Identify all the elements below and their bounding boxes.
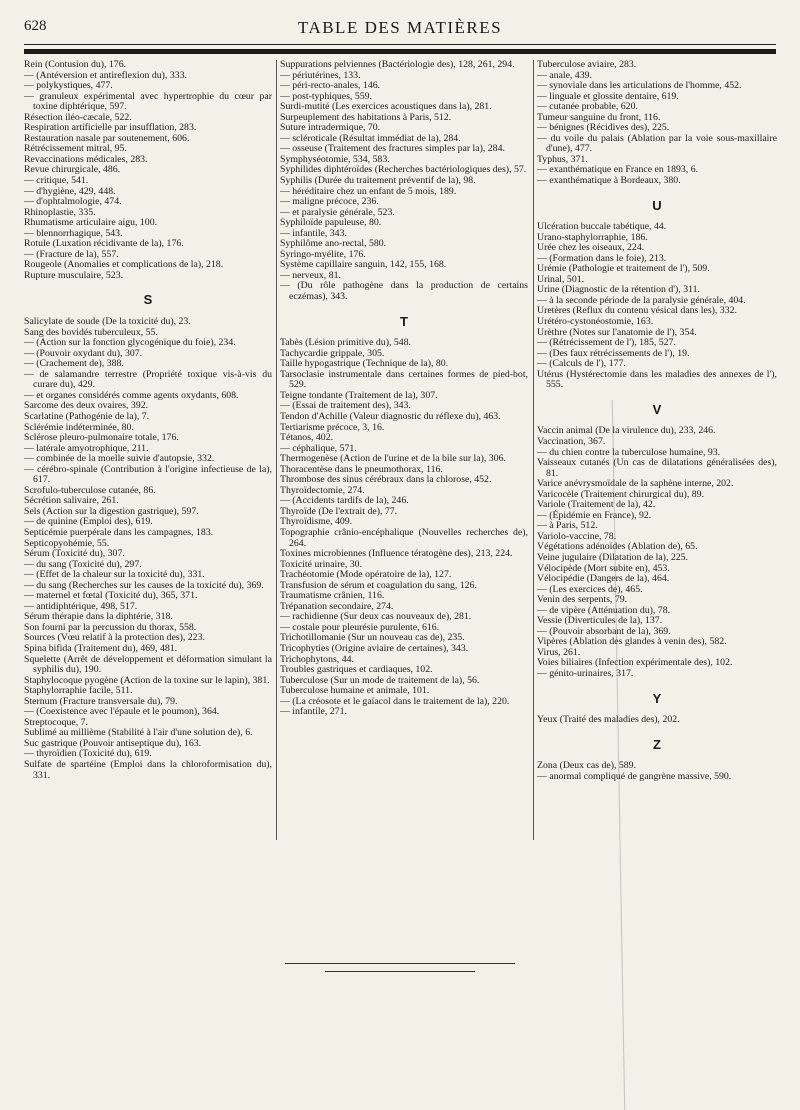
page-number: 628 xyxy=(24,18,47,34)
index-entry: — critique, 541. xyxy=(24,175,89,187)
index-entry: — exanthématique à Bordeaux, 380. xyxy=(537,175,681,187)
index-entry: Urée chez les oiseaux, 224. xyxy=(537,242,645,254)
index-entry: Surpeuplement des habitations à Paris, 512. xyxy=(280,111,452,123)
index-entry: Tarsoclasie instrumentale dans certaines formes de pied-bot, 529. xyxy=(280,368,528,391)
index-entry: — (Des faux rétrécissements de l'), 19. xyxy=(537,347,690,359)
index-entry: Sulfate de spartéine (Emploi dans la chloroformisation du), 331. xyxy=(24,759,272,781)
index-entry: — (Coexistence avec l'épaule et le poumon), 364. xyxy=(24,706,220,718)
index-entry: Urémie (Pathologie et traitement de l'), 509. xyxy=(537,263,710,275)
index-entry: — combinée de la moelle suivie d'autopsie, 332. xyxy=(24,453,215,465)
index-entry: Variolo-vaccine, 78. xyxy=(537,530,617,542)
index-entry: — maternel et fœtal (Toxicité du), 365, 371. xyxy=(24,590,198,602)
index-entry: — (Fracture de la), 557. xyxy=(24,248,119,260)
index-entry: Zona (Deux cas de), 589. xyxy=(537,760,637,772)
index-entry: Syphilis (Durée du traitement préventif de la), 98. xyxy=(280,175,476,187)
index-entry: Vélocipède (Mort subite en), 453. xyxy=(537,562,670,574)
index-entry: — nerveux, 81. xyxy=(280,269,341,281)
index-entry: Tuberculose (Sur un mode de traitement de la), 56. xyxy=(280,674,480,686)
index-entry: Tachycardie grippale, 305. xyxy=(280,347,385,359)
index-entry: — (Les exercices de), 465. xyxy=(537,583,643,595)
index-entry: — de vipère (Atténuation du), 78. xyxy=(537,604,671,616)
index-entry: — granuleux expérimental avec hypertrophie du cœur par toxine diphtérique, 597. xyxy=(24,90,272,113)
index-entry: Thermogenèse (Action de l'urine et de la bile sur la), 306. xyxy=(280,453,506,465)
index-entry: — (Rétrécissement de l'), 185, 527. xyxy=(537,337,676,349)
index-entry: Vessie (Diverticules de la), 137. xyxy=(537,615,663,627)
index-entry: — latérale amyotrophique, 211. xyxy=(24,442,149,454)
index-column-2 xyxy=(280,60,528,718)
index-entry: — osseuse (Traitement des fractures simples par la), 284. xyxy=(280,143,505,155)
index-entry: Trachéotomie (Mode opératoire de la), 127. xyxy=(280,569,452,581)
index-entry: — costale pour pleurésie purulente, 616. xyxy=(280,621,440,633)
index-entry: — du voile du palais (Ablation par la voie sous-maxillaire d'une), 477. xyxy=(537,132,777,155)
index-entry: — (Pouvoir oxydant du), 307. xyxy=(24,347,143,359)
index-entry: Tricophyties (Origine aviaire de certaines), 343. xyxy=(280,642,469,654)
index-entry: Syphilôme ano-rectal, 580. xyxy=(280,238,387,250)
index-entry: Toxicité urinaire, 30. xyxy=(280,558,363,570)
index-entry: — héréditaire chez un enfant de 5 mois, 189. xyxy=(280,185,457,197)
index-entry: — à la seconde période de la paralysie générale, 404. xyxy=(537,294,746,306)
index-entry: Système capillaire sanguin, 142, 155, 168. xyxy=(280,259,447,271)
header-rule-thin xyxy=(24,44,776,45)
index-entry: — génito-urinaires, 317. xyxy=(537,667,634,679)
index-entry: Suc gastrique (Pouvoir antiseptique du), 163. xyxy=(24,737,202,749)
index-entry: — anormal compliqué de gangrène massive, 590. xyxy=(537,770,732,782)
index-entry: — antidiphtérique, 498, 517. xyxy=(24,600,138,612)
column-divider xyxy=(276,60,277,840)
section-letter: S xyxy=(143,292,153,308)
index-entry: Transfusion de sérum et coagulation du sang, 126. xyxy=(280,579,477,591)
index-entry: Vipères (Ablation des glandes à venin des), 582. xyxy=(537,636,727,648)
index-entry: Utérus (Hystérectomie dans les maladies des annexes de l'), 555. xyxy=(537,368,777,391)
index-entry: Sclérose pleuro-pulmonaire totale, 176. xyxy=(24,432,179,444)
index-entry: Squelette (Arrêt de développement et déformation simulant la syphilis du), 190. xyxy=(24,653,272,676)
index-entry: Revaccinations médicales, 283. xyxy=(24,153,148,165)
index-entry: Tuberculose humaine et animale, 101. xyxy=(280,685,430,697)
footer-rule-short xyxy=(325,971,475,972)
index-entry: — (Épidémie en France), 92. xyxy=(537,509,652,521)
index-entry: Venin des serpents, 79. xyxy=(537,594,628,606)
index-entry: Virus, 261. xyxy=(537,646,581,658)
index-entry: Teigne tondante (Traitement de la), 307. xyxy=(280,389,438,401)
index-entry: — (Action sur la fonction glycogénique du foie), 234. xyxy=(24,337,236,349)
index-entry: Vaisseaux cutanés (Un cas de dilatations généralisées des), 81. xyxy=(537,457,777,479)
index-entry: — rachidienne (Sur deux cas nouveaux de), 281. xyxy=(280,611,472,623)
index-entry: — et organes considérés comme agents oxydants, 608. xyxy=(24,389,239,401)
section-letter: Z xyxy=(653,736,661,752)
index-entry: — (Essai de traitement des), 343. xyxy=(280,400,411,412)
index-entry: — scléroticale (Résultat immédiat de la), 284. xyxy=(280,132,461,144)
index-entry: — (Pouvoir absorbant de la), 369. xyxy=(537,625,671,637)
index-entry: — périutérines, 133. xyxy=(280,69,361,81)
index-entry: Voies biliaires (Infection expérimentale des), 102. xyxy=(537,657,733,669)
index-entry: — cutanée probable, 620. xyxy=(537,101,638,113)
index-entry: Urèthre (Notes sur l'anatomie de l'), 354. xyxy=(537,326,697,338)
index-entry: — anale, 439. xyxy=(537,69,592,81)
index-entry: Varicocèle (Traitement chirurgical du), 89. xyxy=(537,488,705,500)
index-entry: — d'ophtalmologie, 474. xyxy=(24,196,122,208)
index-entry: — infantile, 343. xyxy=(280,227,347,239)
index-entry: Urétéro-cystonéostomie, 163. xyxy=(537,316,654,328)
index-entry: Vaccination, 367. xyxy=(537,435,606,447)
index-entry: Typhus, 371. xyxy=(537,153,588,165)
index-entry: Syphiloïde papuleuse, 80. xyxy=(280,217,382,229)
index-entry: Syringo-myélite, 176. xyxy=(280,248,366,260)
index-entry: Ulcération buccale tabétique, 44. xyxy=(537,221,667,233)
index-entry: — du sang (Toxicité du), 297. xyxy=(24,558,142,570)
index-entry: Sources (Vœu relatif à la protection des), 223. xyxy=(24,632,205,644)
index-entry: — thyroïdien (Toxicité du), 619. xyxy=(24,748,152,760)
index-entry: — maligne précoce, 236. xyxy=(280,196,379,208)
index-entry: Tumeur sanguine du front, 116. xyxy=(537,111,661,123)
index-entry: — exanthématique en France en 1893, 6. xyxy=(537,164,699,176)
index-entry: — de quinine (Emploi des), 619. xyxy=(24,516,153,528)
index-entry: Rhumatisme articulaire aigu, 100. xyxy=(24,217,158,229)
section-letter: U xyxy=(652,197,662,213)
index-entry: Troubles gastriques et cardiaques, 102. xyxy=(280,664,433,676)
index-entry: Symphyséotomie, 534, 583. xyxy=(280,153,390,165)
index-entry: — (Accidents tardifs de la), 246. xyxy=(280,495,409,507)
index-entry: — du chien contre la tuberculose humaine, 93. xyxy=(537,446,721,458)
index-entry: Revue chirurgicale, 486. xyxy=(24,164,121,176)
index-entry: Surdi-mutité (Les exercices acoustiques dans la), 281. xyxy=(280,101,492,113)
index-entry: — à Paris, 512. xyxy=(537,520,598,532)
index-entry: Sérum (Toxicité du), 307. xyxy=(24,548,125,560)
index-entry: Variole (Traitement de la), 42. xyxy=(537,499,656,511)
index-entry: — d'hygiène, 429, 448. xyxy=(24,185,116,197)
index-entry: — (Du rôle pathogène dans la production de certains eczémas), 343. xyxy=(280,280,528,303)
index-entry: — (Effet de la chaleur sur la toxicité du), 331. xyxy=(24,569,205,581)
index-entry: — cérébro-spinale (Contribution à l'origine infectieuse de la), 617. xyxy=(24,463,272,486)
index-entry: — (Formation dans le foie), 213. xyxy=(537,252,667,264)
index-column-1 xyxy=(24,60,272,781)
index-entry: Tuberculose aviaire, 283. xyxy=(537,59,637,70)
index-entry: Tétanos, 402. xyxy=(280,432,334,444)
index-entry: — de salamandre terrestre (Propriété toxique vis-à-vis du curare du), 429. xyxy=(24,368,272,391)
header-rule-thick xyxy=(24,49,776,54)
index-entry: Streptocoque, 7. xyxy=(24,716,88,728)
index-entry: — linguale et glossite dentaire, 619. xyxy=(537,90,679,102)
index-entry: Trichotillomanie (Sur un nouveau cas de), 235. xyxy=(280,632,465,644)
index-entry: Tendon d'Achille (Valeur diagnostic du réflexe du), 463. xyxy=(280,410,501,422)
index-entry: Thyroïdectomie, 274. xyxy=(280,484,365,496)
index-entry: — synoviale dans les articulations de l'homme, 452. xyxy=(537,80,742,92)
index-entry: Varice anévrysmoïdale de la saphène interne, 202. xyxy=(537,478,734,490)
index-entry: Résection iléo-cæcale, 522. xyxy=(24,111,132,123)
index-entry: Restauration nasale par soutenement, 606. xyxy=(24,132,190,144)
index-entry: — (Antéversion et antireflexion du), 333. xyxy=(24,69,187,81)
index-column-3 xyxy=(537,60,777,782)
index-entry: Veine jugulaire (Dilatation de la), 225. xyxy=(537,551,688,563)
index-entry: Taille hypogastrique (Technique de la), 80. xyxy=(280,358,449,370)
index-entry: — du sang (Recherches sur les causes de la toxicité du), 369. xyxy=(24,579,264,591)
index-entry: Syphilides diphtéroïdes (Recherches bactériologiques des), 57. xyxy=(280,164,527,176)
footer-rule xyxy=(285,963,515,964)
index-entry: Sublimé au millième (Stabilité à l'air d'une solution de), 6. xyxy=(24,727,253,739)
index-entry: — (Calculs de l'), 177. xyxy=(537,358,626,370)
index-entry: Sarcome des deux ovaires, 392. xyxy=(24,400,149,412)
index-entry: — (Crachement de), 388. xyxy=(24,358,124,370)
index-entry: Trichophytons, 44. xyxy=(280,653,354,665)
index-entry: Rougeole (Anomalies et complications de la), 218. xyxy=(24,259,224,271)
index-entry: Sang des bovidés tuberculeux, 55. xyxy=(24,326,158,338)
index-entry: Rétrécissement mitral, 95. xyxy=(24,143,127,155)
index-entry: Yeux (Traité des maladies des), 202. xyxy=(537,714,680,726)
index-entry: Urano-staphylorraphie, 186. xyxy=(537,231,648,243)
index-entry: Thyroïdisme, 409. xyxy=(280,516,353,528)
index-entry: Sérum thérapie dans la diphtérie, 318. xyxy=(24,611,173,623)
section-letter: T xyxy=(400,313,408,329)
index-entry: Topographie crânio-encéphalique (Nouvelles recherches de), 264. xyxy=(280,526,528,549)
index-entry: Sclérémie indéterminée, 80. xyxy=(24,421,134,433)
index-entry: Suture intradermique, 70. xyxy=(280,122,381,134)
index-entry: Tabès (Lésion primitive du), 548. xyxy=(280,337,411,349)
index-entry: Suppurations pelviennes (Bactériologie des), 128, 261, 294. xyxy=(280,59,515,70)
index-entry: Spina bifida (Traitement du), 469, 481. xyxy=(24,642,178,654)
index-entry: — céphalique, 571. xyxy=(280,442,357,454)
index-entry: — post-typhiques, 559. xyxy=(280,90,372,102)
index-entry: Son fourni par la percussion du thorax, 558. xyxy=(24,621,197,633)
section-letter: Y xyxy=(652,690,662,706)
index-entry: Urinal, 501. xyxy=(537,273,585,285)
index-entry: — péri-recto-anales, 146. xyxy=(280,80,381,92)
index-entry: — polykystiques, 477. xyxy=(24,80,113,92)
index-entry: Sécrétion salivaire, 261. xyxy=(24,495,119,507)
index-entry: Tertiarisme précoce, 3, 16. xyxy=(280,421,385,433)
index-entry: Rupture musculaire, 523. xyxy=(24,269,124,281)
index-entry: Staphylorraphie facile, 511. xyxy=(24,685,133,697)
section-letter: V xyxy=(652,401,662,417)
index-entry: Sels (Action sur la digestion gastrique), 597. xyxy=(24,505,199,517)
index-entry: — blennorrhagique, 543. xyxy=(24,227,123,239)
index-entry: Végétations adénoïdes (Ablation de), 65. xyxy=(537,541,698,553)
index-entry: Staphylocoque pyogène (Action de la toxine sur le lapin), 381. xyxy=(24,674,270,686)
index-entry: Uretères (Reflux du contenu vésical dans les), 332. xyxy=(537,305,737,317)
index-entry: Thrombose des sinus cérébraux dans la chlorose, 452. xyxy=(280,474,492,486)
index-entry: Vaccin animal (De la virulence du), 233, 246. xyxy=(537,425,716,437)
index-entry: Scarlatine (Pathogénie de la), 7. xyxy=(24,410,150,422)
column-divider xyxy=(533,60,534,840)
index-entry: Thoracentèse dans le pneumothorax, 116. xyxy=(280,463,443,475)
index-entry: — (La créosote et le gaïacol dans le traitement de la), 220. xyxy=(280,695,510,707)
page-header xyxy=(24,14,776,44)
index-entry: Septicopyohémie, 55. xyxy=(24,537,110,549)
index-entry: Trépanation secondaire, 274. xyxy=(280,600,394,612)
index-entry: — bénignes (Récidives des), 225. xyxy=(537,122,670,134)
index-entry: Scrofulo-tuberculose cutanée, 86. xyxy=(24,484,156,496)
index-entry: Traumatisme crânien, 116. xyxy=(280,590,385,602)
index-entry: Urine (Diagnostic de la rétention d'), 311. xyxy=(537,284,701,296)
index-entry: — et paralysie générale, 523. xyxy=(280,206,395,218)
index-entry: Vélocipédie (Dangers de la), 464. xyxy=(537,573,670,585)
index-entry: Rhinoplastie, 335. xyxy=(24,206,96,218)
index-entry: Respiration artificielle par insufflation, 283. xyxy=(24,122,197,134)
page-title: TABLE DES MATIÈRES xyxy=(297,18,503,37)
index-entry: — infantile, 271. xyxy=(280,706,347,718)
index-entry: Thyroïde (De l'extrait de), 77. xyxy=(280,505,398,517)
index-entry: Toxines microbiennes (Influence tératogène des), 213, 224. xyxy=(280,548,513,560)
index-entry: Salicylate de soude (De la toxicité du), 23. xyxy=(24,316,191,328)
index-entry: Septicémie puerpérale dans les campagnes, 183. xyxy=(24,526,214,538)
index-entry: Rein (Contusion du), 176. xyxy=(24,59,127,70)
index-entry: Sternum (Fracture transversale du), 79. xyxy=(24,695,178,707)
index-entry: Rotule (Luxation récidivante de la), 176. xyxy=(24,238,184,250)
